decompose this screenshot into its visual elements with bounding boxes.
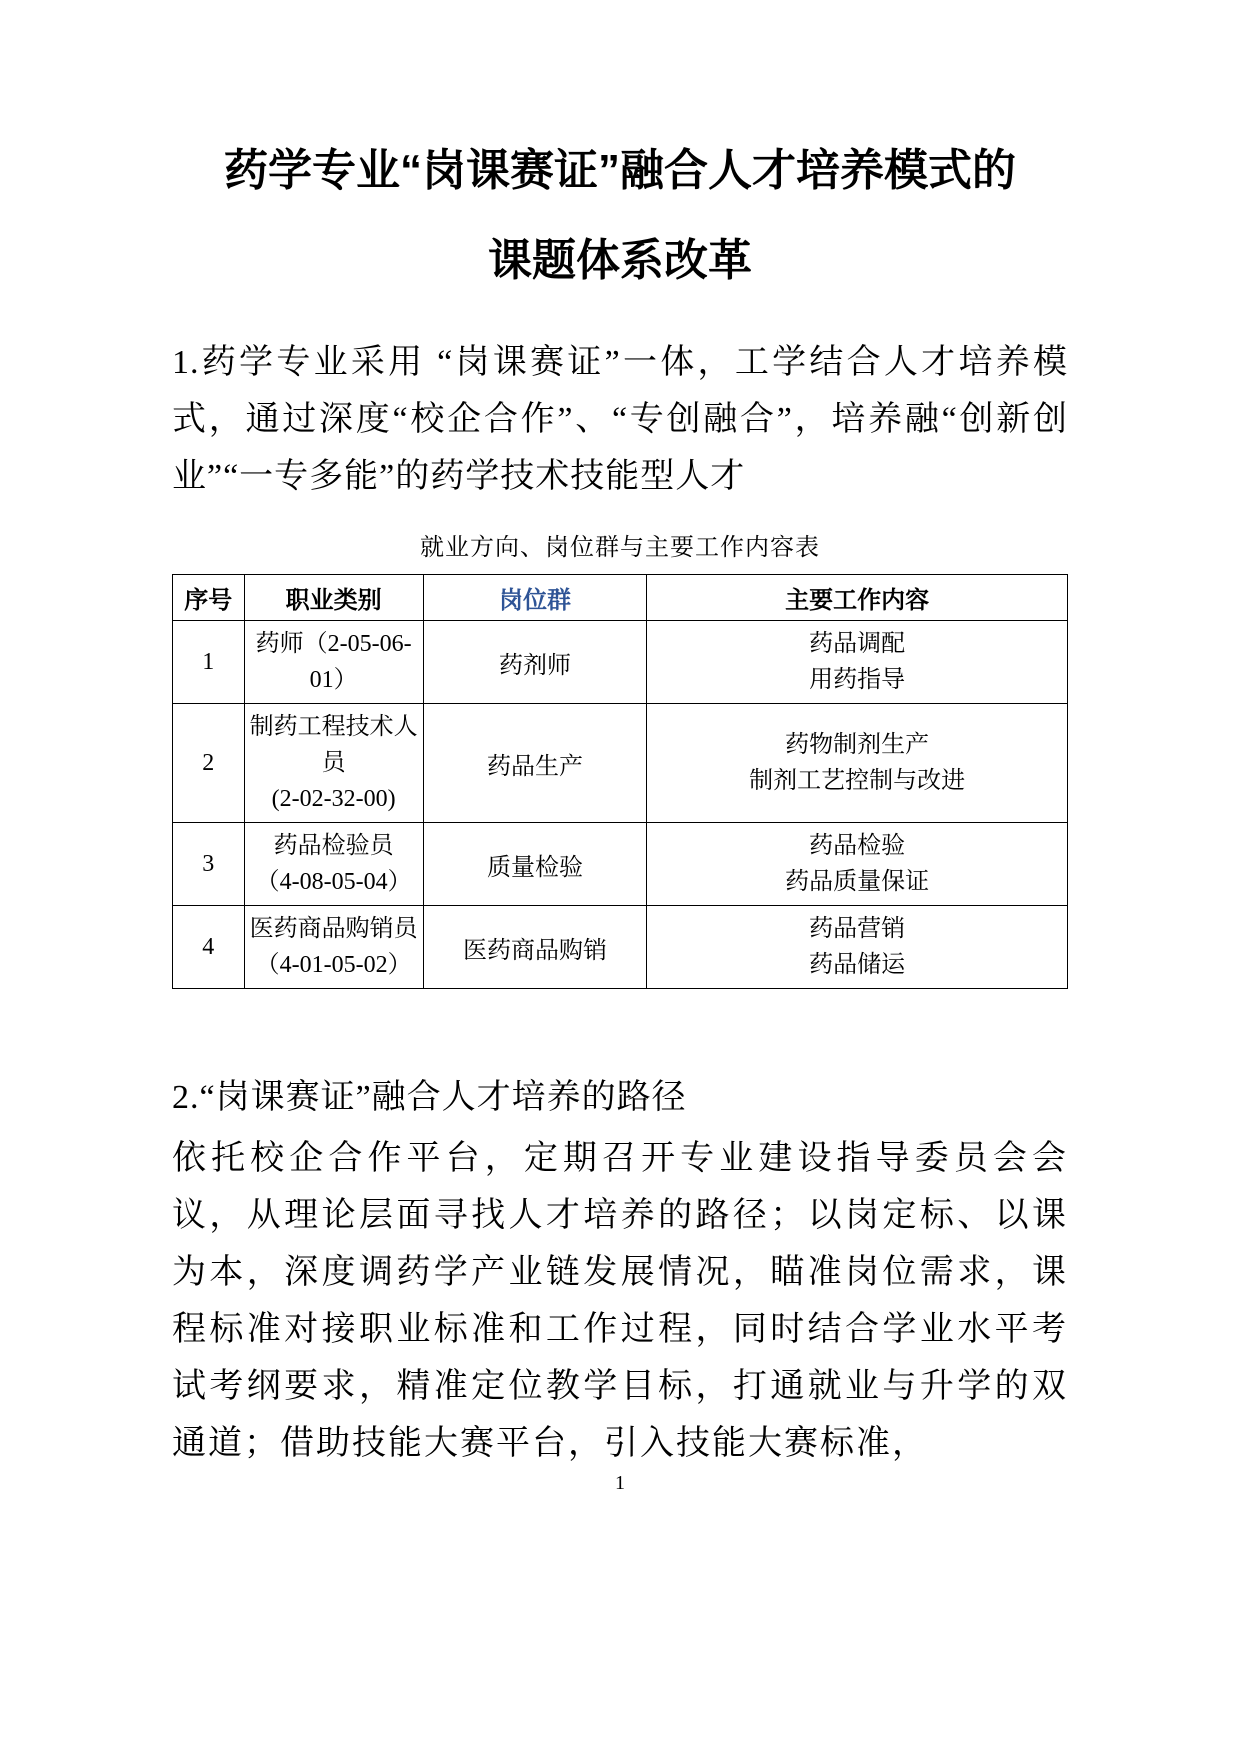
cell-occupation-category bbox=[244, 704, 423, 823]
cell-line: 药物制剂生产 bbox=[785, 732, 930, 759]
cell-occupation-category bbox=[244, 621, 423, 704]
cell-serial-number: 3 bbox=[173, 823, 245, 906]
jobs-table bbox=[172, 574, 1068, 989]
cell-serial-number: 4 bbox=[173, 906, 245, 989]
cell-serial-number: 2 bbox=[173, 704, 245, 823]
table-row bbox=[173, 823, 1068, 906]
table-row bbox=[173, 906, 1068, 989]
cell-line: 药品检验 bbox=[809, 833, 906, 860]
table-body bbox=[173, 621, 1068, 989]
header-main-work-content: 主要工作内容 bbox=[647, 575, 1068, 621]
cell-occupation-category bbox=[244, 906, 423, 989]
cell-line: 药品营销 bbox=[809, 916, 906, 943]
cell-post-group: 药剂师 bbox=[423, 621, 647, 704]
cell-post-group: 质量检验 bbox=[423, 823, 647, 906]
header-post-group: 岗位群 bbox=[423, 575, 647, 621]
cell-line: 制剂工艺控制与改进 bbox=[749, 768, 966, 795]
table-row bbox=[173, 704, 1068, 823]
table-caption: 就业方向、岗位群与主要工作内容表 bbox=[420, 535, 820, 562]
cell-line: （4-08-05-04） bbox=[255, 869, 412, 896]
table-header-row bbox=[173, 575, 1068, 621]
section2-heading: 2.“岗课赛证”融合人才培养的路径 bbox=[172, 1079, 687, 1117]
page-number: 1 bbox=[615, 1472, 625, 1494]
cell-line: 用药指导 bbox=[809, 667, 906, 694]
paragraph-2: 依托校企合作平台，定期召开专业建设指导委员会会议，从理论层面寻找人才培养的路径；以岗定标、以课为本，深度调药学产业链发展情况，瞄准岗位需求，课程标准对接职业标准和工作过程，同时结合学业水平考试考纲要求，精准定位教学目标，打通就业与升学的双通道；借助技能大赛平台，引入技能大赛标准， bbox=[172, 1140, 1068, 1463]
paragraph-1: 1.药学专业采用 “岗课赛证”一体，工学结合人才培养模式，通过深度“校企合作”、“专创融合”，培养融“创新创业”“一专多能”的药学技术技能型人才 bbox=[172, 344, 1068, 496]
title-line-2: 课题体系改革 bbox=[488, 236, 752, 286]
cell-line: 医药商品购销员 bbox=[249, 916, 418, 943]
header-occupation-category: 职业类别 bbox=[244, 575, 423, 621]
cell-line: 制药工程技术人员 bbox=[249, 714, 418, 777]
cell-serial-number: 1 bbox=[173, 621, 245, 704]
cell-line: 药品调配 bbox=[809, 631, 906, 658]
cell-post-group: 医药商品购销 bbox=[423, 906, 647, 989]
cell-line: 药品检验员 bbox=[273, 833, 394, 860]
cell-occupation-category bbox=[244, 823, 423, 906]
cell-main-work bbox=[647, 704, 1068, 823]
cell-line: 药品储运 bbox=[809, 952, 906, 979]
cell-main-work bbox=[647, 621, 1068, 704]
cell-post-group: 药品生产 bbox=[423, 704, 647, 823]
title-line-1: 药学专业“岗课赛证”融合人才培养模式的 bbox=[224, 146, 1016, 195]
cell-line: 药品质量保证 bbox=[785, 869, 930, 896]
header-serial-number: 序号 bbox=[173, 575, 245, 621]
cell-line: (2-02-32-00) bbox=[271, 786, 396, 813]
cell-line: （4-01-05-02） bbox=[255, 952, 412, 979]
cell-line: 药师（2-05-06-01） bbox=[255, 631, 412, 694]
cell-main-work bbox=[647, 823, 1068, 906]
table-row bbox=[173, 621, 1068, 704]
document-title bbox=[172, 148, 1068, 284]
cell-main-work bbox=[647, 906, 1068, 989]
